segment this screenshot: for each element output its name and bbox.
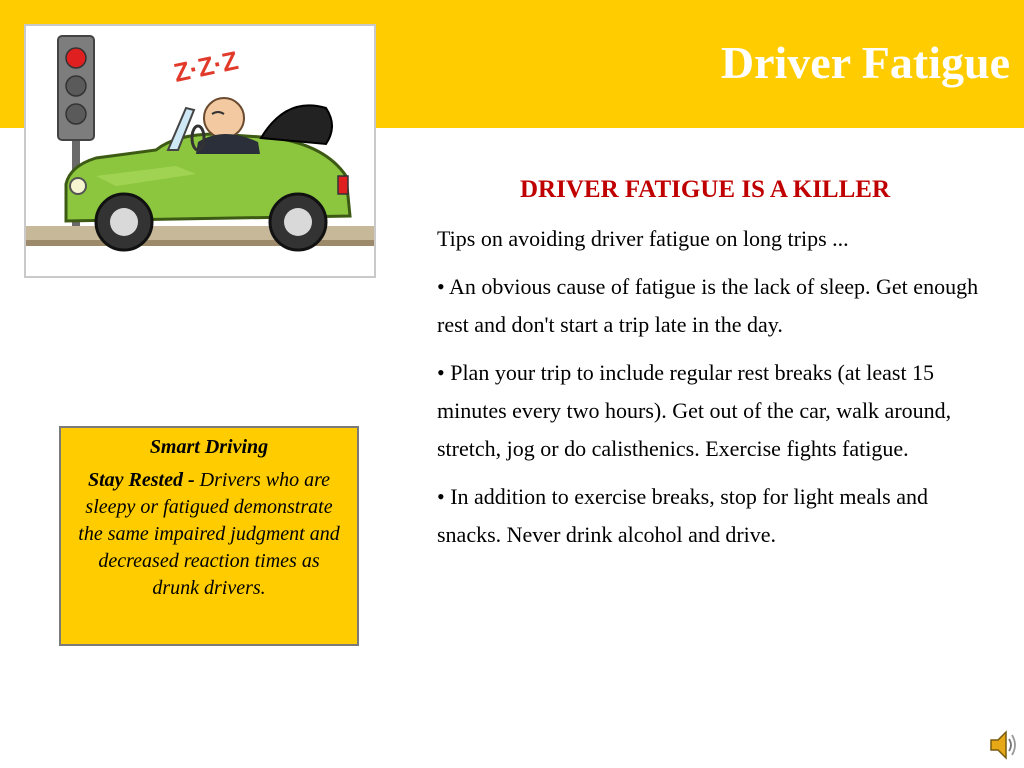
callout-text: Drivers who are sleepy or fatigued demonstrate the same impaired judgment and decreased reaction times as drunk drivers. (78, 469, 340, 599)
zzz-text: Z·Z·Z (171, 45, 241, 88)
tip-item: • In addition to exercise breaks, stop for light meals and snacks. Never drink alcohol and drive. (437, 484, 928, 547)
sleepy-driver-illustration (24, 24, 376, 278)
smart-driving-callout (59, 426, 359, 646)
slide-title: Driver Fatigue (720, 37, 1010, 88)
sleepy-driver-car-icon (26, 26, 374, 276)
tips-intro: Tips on avoiding driver fatigue on long trips ... (437, 226, 849, 251)
speaker-icon[interactable] (988, 728, 1018, 762)
tip-item: • An obvious cause of fatigue is the lack of sleep. Get enough rest and don't start a trip late in the day. (437, 274, 979, 337)
callout-lead: Stay Rested - (87, 469, 195, 491)
callout-heading: Smart Driving (149, 436, 269, 458)
callout-body (73, 467, 345, 602)
tip-item: • Plan your trip to include regular rest breaks (at least 15 minutes every two hours). Get out of the car, walk around, stretch, jog or do calisthenics. Exercise fights fatigue. (437, 360, 952, 461)
content-heading: DRIVER FATIGUE IS A KILLER (520, 176, 890, 203)
tips-content (437, 172, 985, 564)
